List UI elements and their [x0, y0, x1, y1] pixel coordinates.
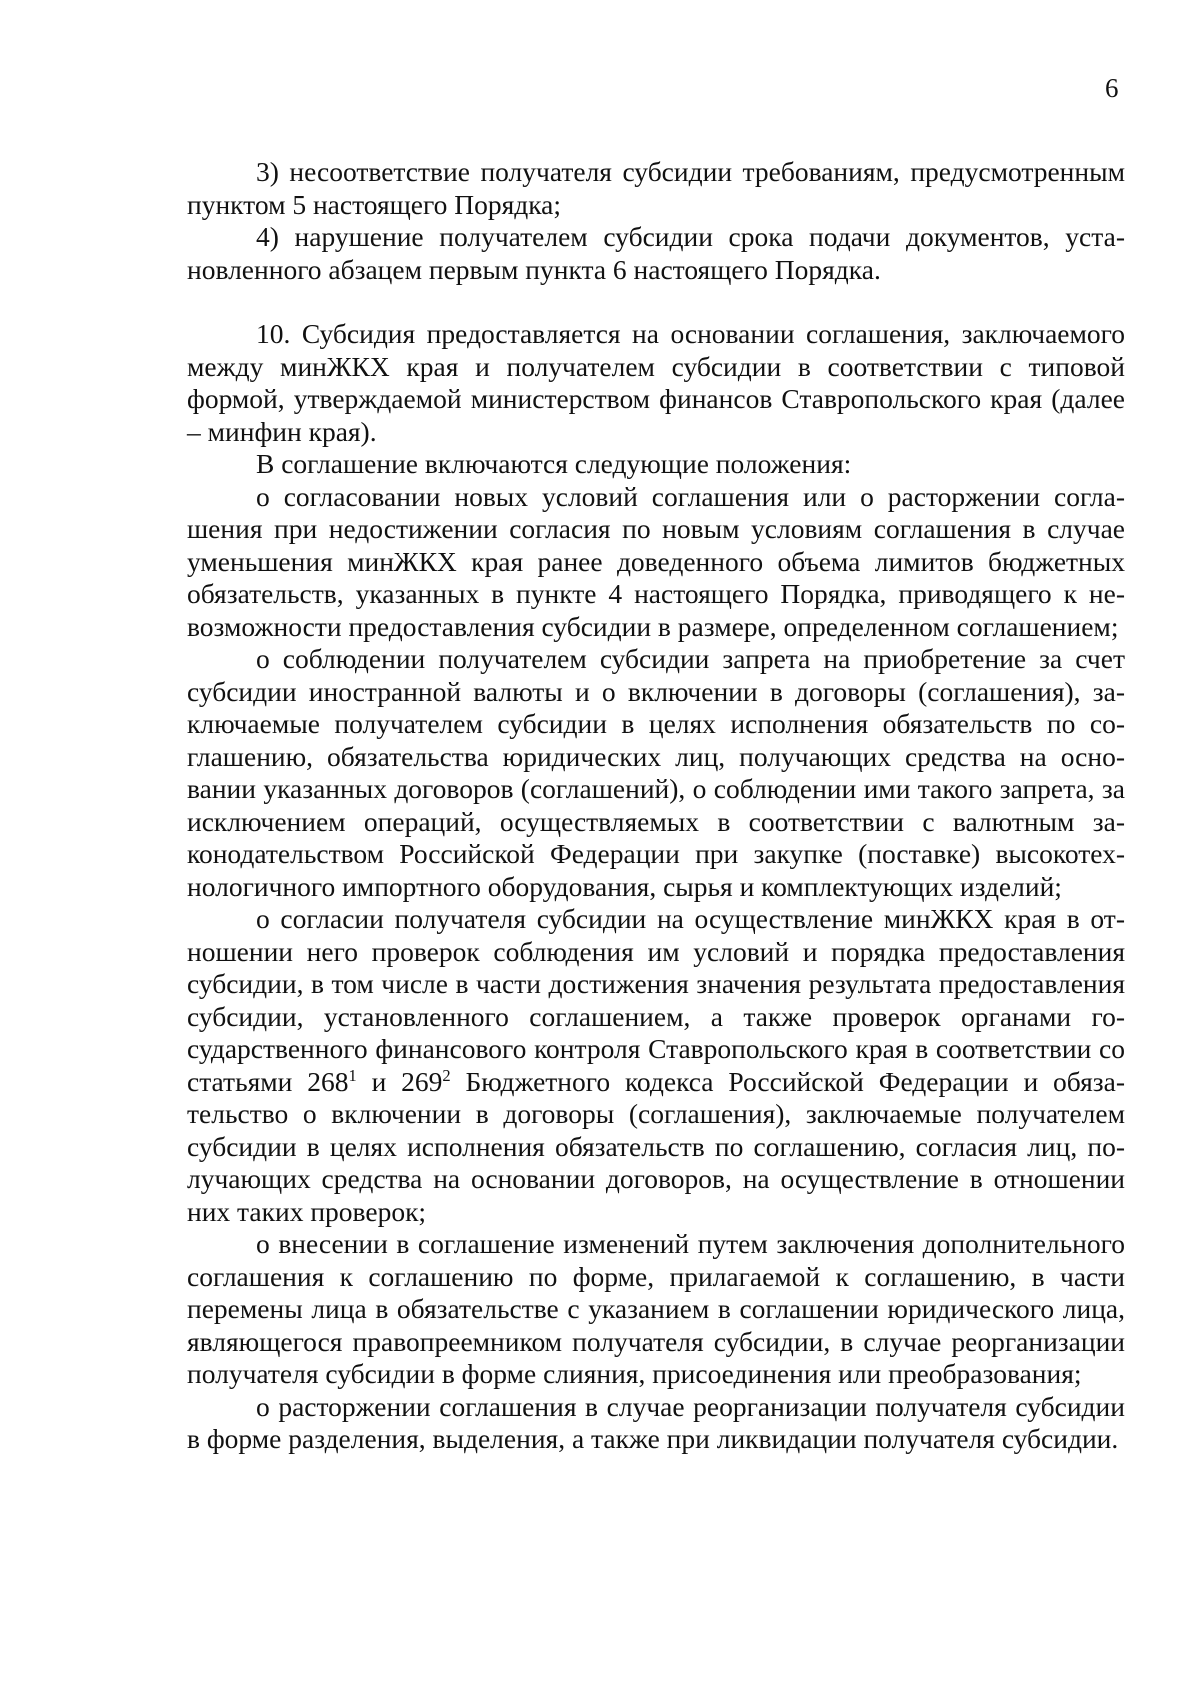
paragraph-item-4: 4) нарушение получателем субсидии срока подачи документов, установленного абзацем первым пункта 6 настоящего Порядка.: [187, 221, 1125, 285]
paragraph-item-3: 3) несоответствие получателя субсидии требованиям, предусмотренным пунктом 5 настоящего Порядка;: [187, 156, 1125, 220]
inspections-text-start: о согласии получателя субсидии на осуществление минЖКХ края в отношении него проверок соблюдения им условий и порядка предоставления субсидии, в том числе в части достижения значения результата предоставления субсидии, установленного соглашением, а также проверок органами государственного финансового контроля Ставропольского края в соответствии со статьями 268: [187, 903, 1125, 1097]
paragraph-amendments: о внесении в соглашение изменений путем заключения дополнительного соглашения к соглашению по форме, прилагаемой к соглашению, в части перемены лица в обязательстве с указанием в соглашении юридического лица, являющегося правопреемником получателя субсидии, в случае реорганизации получателя субсидии в форме слияния, присоединения или преобразования;: [187, 1228, 1125, 1389]
inspections-text-end: Бюджетного кодекса Российской Федерации и обязательство о включении в договоры (соглашения), заключаемые получателем субсидии в целях исполнения обязательств по соглашению, согласия лиц, получающих средства на основании договоров, на осуществление в отношении них таких проверок;: [187, 1065, 1125, 1227]
page-number: 6: [1105, 73, 1119, 103]
document-body: [187, 156, 1125, 1456]
paragraph-agreement-intro: В соглашение включаются следующие положения:: [256, 448, 852, 479]
paragraph-inspections-consent: [187, 903, 1125, 1228]
paragraph-new-conditions: о согласовании новых условий соглашения или о расторжении соглашения при недостижении согласия по новым условиям соглашения в случае уменьшения минЖКХ края ранее доведенного объема лимитов бюджетных обязательств, указанных в пункте 4 настоящего Порядка, приводящего к невозможности предоставления субсидии в размере, определенном соглашением;: [187, 480, 1125, 642]
inspections-text-mid: и 269: [356, 1065, 443, 1097]
paragraph-termination: о расторжении соглашения в случае реорганизации получателя субсидии в форме разделения, выделения, а также при ликвидации получателя субсидии.: [187, 1390, 1125, 1454]
paragraph-clause-10: 10. Субсидия предоставляется на основании соглашения, заключаемого между минЖКХ края и получателем субсидии в соответствии с типовой формой, утверждаемой министерством финансов Ставропольского края (далее – минфин края).: [187, 318, 1125, 447]
superscript-article-268: 1: [348, 1065, 357, 1085]
superscript-article-269: 2: [442, 1065, 451, 1085]
paragraph-currency-ban: о соблюдении получателем субсидии запрета на приобретение за счет субсидии иностранной валюты и о включении в договоры (соглашения), заключаемые получателем субсидии в целях исполнения обязательств по соглашению, обязательства юридических лиц, получающих средства на основании указанных договоров (соглашений), о соблюдении ими такого запрета, за исключением операций, осуществляемых в соответствии с валютным законодательством Российской Федерации при закупке (поставке) высокотехнологичного импортного оборудования, сырья и комплектующих изделий;: [187, 643, 1125, 902]
